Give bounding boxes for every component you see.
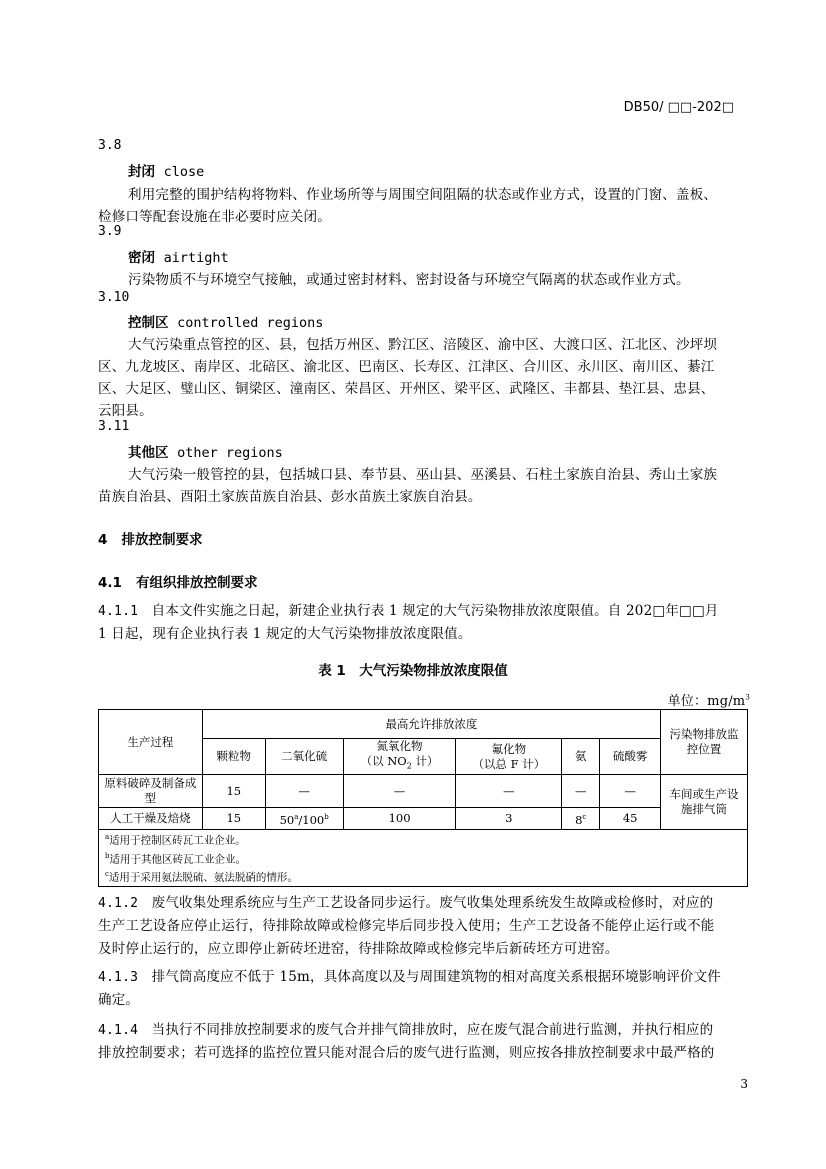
- term-title-en: close: [163, 164, 205, 180]
- table-row: [99, 808, 748, 830]
- cell-process: 原料破碎及制备成型: [99, 775, 203, 808]
- col-nh3: 氨: [562, 739, 600, 775]
- section-number: 4: [98, 532, 108, 548]
- header-limit: 最高允许排放浓度: [202, 710, 660, 739]
- cell-so2: 50$^a$/100$^b$: [265, 808, 343, 830]
- clause-number: 4.1.3: [98, 970, 139, 985]
- cell-h2so4: 45: [600, 808, 661, 830]
- clause-line: 1 日起，现有企业执行表 1 规定的大气污染物排放浓度限值。: [98, 626, 472, 642]
- clause-line: 当执行不同排放控制要求的废气合并排气筒排放时，应在废气混合前进行监测，并执行相应的: [151, 1022, 714, 1038]
- term-definition-line: 污染物质不与环境空气接触，或通过密封材料、密封设备与环境空气隔离的状态或作业方式。: [128, 272, 690, 288]
- clause-line: 排气筒高度应不低于 15m，具体高度以及与周围建筑物的相对高度关系根据环境影响评价文件: [151, 969, 721, 985]
- col-nox: 氮氧化物 （以 $NO_2$ 计）: [343, 739, 456, 775]
- term-number: 3.11: [98, 419, 130, 434]
- document-code: DB50/ □□-202□: [623, 100, 734, 115]
- header-monitor: 污染物排放监控位置: [661, 710, 748, 775]
- cell-process: 人工干燥及焙烧: [99, 808, 203, 830]
- clause-line: 排放控制要求；若可选择的监控位置只能对混合后的废气进行监测，则应按各排放控制要求中最严格的: [98, 1045, 715, 1061]
- col-h2so4: 硫酸雾: [600, 739, 661, 775]
- term-title: [128, 441, 283, 461]
- term-title-en: airtight: [163, 250, 229, 266]
- term-definition-line: 大气污染一般管控的县，包括城口县、奉节县、巫山县、巫溪县、石柱土家族自治县、秀山土家族: [128, 467, 718, 483]
- clause-4-1-2: [98, 892, 715, 961]
- term-definition-line: 检修口等配套设施在非必要时应关闭。: [98, 209, 331, 225]
- term-definition-line: 区、九龙坡区、南岸区、北碚区、渝北区、巴南区、长寿区、江津区、合川区、永川区、南川区、綦江: [98, 359, 715, 375]
- cell-nh3: —: [562, 775, 600, 808]
- section-heading: [98, 528, 203, 548]
- cell-monitor: 车间或生产设施排气筒: [661, 775, 748, 830]
- table-caption: 表 1 大气污染物排放浓度限值: [318, 663, 508, 679]
- term-title-zh: 密闭: [128, 250, 155, 266]
- clause-line: 自本文件实施之日起，新建企业执行表 1 规定的大气污染物排放浓度限值。自 202□年□□月: [151, 603, 719, 619]
- cell-pm: 15: [202, 775, 265, 808]
- table-notes: [99, 830, 748, 887]
- term-definition-line: 苗族自治县、酉阳土家族苗族自治县、彭水苗族土家族自治县。: [98, 489, 482, 505]
- term-number: 3.8: [98, 138, 122, 153]
- subsection-number: 4.1: [98, 575, 122, 591]
- term-title-zh: 控制区: [128, 315, 169, 331]
- clause-line: 及时停止运行的，应立即停止新砖坯进窑，待排除故障或检修完毕后新砖坯方可进窑。: [98, 941, 619, 957]
- term-number: 3.10: [98, 290, 130, 305]
- term-title: [128, 311, 323, 331]
- clause-4-1-4: [98, 1019, 715, 1065]
- clause-4-1-3: [98, 966, 721, 1012]
- term-title-en: other regions: [177, 445, 283, 461]
- table-note: $^a$适用于控制区砖瓦工业企业。: [105, 833, 246, 847]
- term-title: [128, 246, 229, 266]
- cell-nh3: 8$^c$: [562, 808, 600, 830]
- cell-pm: 15: [202, 808, 265, 830]
- table-unit: 单位：$mg/m^3$: [667, 693, 750, 709]
- clause-line: 生产工艺设备应停止运行，待排除故障或检修完毕后同步投入使用；生产工艺设备不能停止运行或不能: [98, 918, 715, 934]
- term-definition-line: 大气污染重点管控的区、县，包括万州区、黔江区、涪陵区、渝中区、大渡口区、江北区、沙坪坝: [128, 337, 718, 353]
- section-title: 排放控制要求: [121, 532, 203, 548]
- subsection-heading: [98, 571, 258, 591]
- subsection-title: 有组织排放控制要求: [136, 575, 258, 591]
- term-title-en: controlled regions: [177, 315, 324, 331]
- clause-number: 4.1.1: [98, 604, 139, 619]
- cell-fluoride: —: [456, 775, 562, 808]
- table-note: $^c$适用于采用氨法脱硫、氨法脱硝的情形。: [105, 870, 298, 884]
- table-row: [99, 775, 748, 808]
- term-title-zh: 封闭: [128, 164, 155, 180]
- table-note: $^b$适用于其他区砖瓦工业企业。: [105, 851, 246, 865]
- col-pm: 颗粒物: [202, 739, 265, 775]
- cell-nox: —: [343, 775, 456, 808]
- col-fluoride: 氟化物 （以总 F 计）: [456, 739, 562, 775]
- cell-nox: 100: [343, 808, 456, 830]
- term-title-zh: 其他区: [128, 445, 169, 461]
- emission-limit-table: [98, 709, 748, 887]
- cell-h2so4: —: [600, 775, 661, 808]
- clause-line: 确定。: [98, 992, 140, 1008]
- clause-number: 4.1.4: [98, 1023, 139, 1038]
- cell-so2: —: [265, 775, 343, 808]
- page-number: 3: [740, 1077, 748, 1091]
- clause-line: 废气收集处理系统应与生产工艺设备同步运行。废气收集处理系统发生故障或检修时，对应的: [151, 895, 714, 911]
- term-definition-line: 区、大足区、璧山区、铜梁区、潼南区、荣昌区、开州区、梁平区、武隆区、丰都县、垫江县、忠县、: [98, 381, 715, 397]
- term-definition-line: 利用完整的围护结构将物料、作业场所等与周围空间阻隔的状态或作业方式，设置的门窗、盖板、: [128, 187, 718, 203]
- header-process: 生产过程: [99, 710, 203, 775]
- cell-fluoride: 3: [456, 808, 562, 830]
- col-so2: 二氧化硫: [265, 739, 343, 775]
- clause-number: 4.1.2: [98, 896, 139, 911]
- clause-4-1-1: [98, 600, 719, 646]
- term-title: [128, 160, 204, 180]
- term-definition-line: 云阳县。: [98, 403, 153, 419]
- term-number: 3.9: [98, 224, 122, 239]
